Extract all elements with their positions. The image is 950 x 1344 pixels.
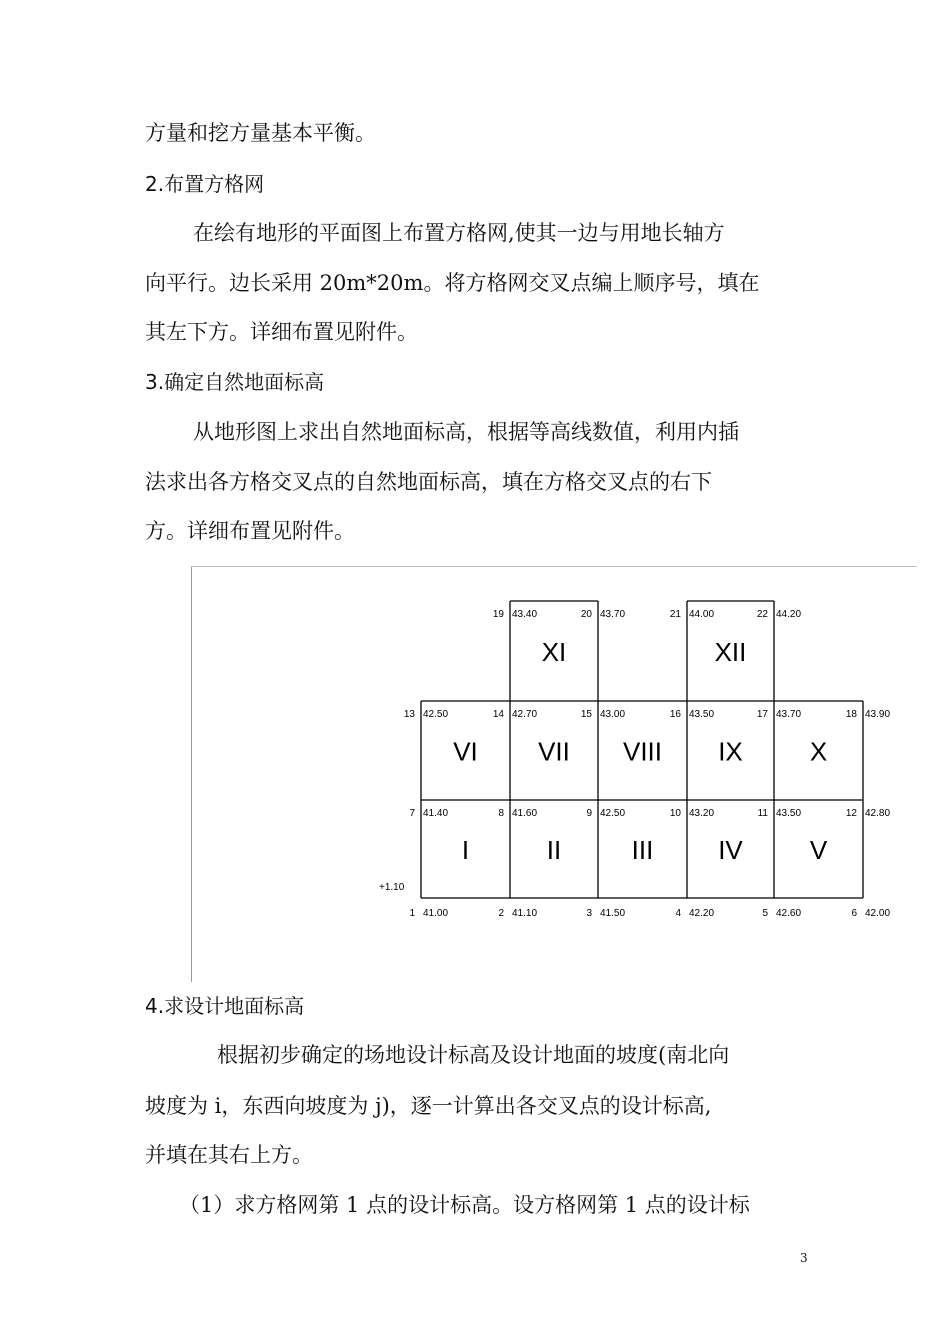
square-label: XII <box>714 637 747 667</box>
paragraph-line: 其左下方。详细布置见附件。 <box>145 320 418 344</box>
point-number: 16 <box>669 709 681 720</box>
point-number: 3 <box>586 908 592 919</box>
point-elevation: 42.50 <box>423 709 449 720</box>
square-label: IV <box>718 835 743 865</box>
point-number: 1 <box>409 908 415 919</box>
paragraph-line: 从地形图上求出自然地面标高，根据等高线数值，利用内插 <box>193 420 739 444</box>
point-elevation: 43.20 <box>689 808 715 819</box>
paragraph-line: 向平行。边长采用 20m*20m。将方格网交叉点编上顺序号，填在 <box>145 271 760 295</box>
square-label: VI <box>453 736 478 767</box>
point-elevation: 42.00 <box>865 908 891 919</box>
point-number: 19 <box>492 609 504 620</box>
paragraph-line: 坡度为 i，东西向坡度为 j)，逐一计算出各交叉点的设计标高, <box>145 1094 712 1118</box>
point-number: 5 <box>762 908 768 919</box>
point-number: 10 <box>669 808 681 819</box>
square-label: VIII <box>622 736 663 767</box>
square-label: V <box>809 835 828 865</box>
point-number: 11 <box>757 808 768 819</box>
square-label: XI <box>541 637 567 667</box>
point-elevation: 43.50 <box>776 808 802 819</box>
square-label: II <box>546 835 562 865</box>
point-elevation: 43.90 <box>865 709 891 720</box>
point-number: 15 <box>580 709 592 720</box>
point-elevation: 42.60 <box>776 908 802 919</box>
point-number: 17 <box>756 709 768 720</box>
point-number: 20 <box>580 609 592 620</box>
point-elevation: 43.70 <box>776 709 802 720</box>
square-label: I <box>461 835 470 865</box>
point-number: 21 <box>669 609 681 620</box>
paragraph-line: 并填在其右上方。 <box>145 1143 313 1167</box>
point-number: 12 <box>845 808 857 819</box>
paragraph-line: 根据初步确定的场地设计标高及设计地面的坡度(南北向 <box>217 1043 730 1067</box>
point-elevation: 42.70 <box>512 709 538 720</box>
grid-figure <box>191 566 917 982</box>
section-heading: 4.求设计地面标高 <box>145 994 305 1018</box>
point-number: 4 <box>675 908 681 919</box>
square-label: VII <box>538 736 570 767</box>
point-elevation: 42.20 <box>689 908 715 919</box>
point-elevation: 44.00 <box>689 609 715 620</box>
paragraph-line: 在绘有地形的平面图上布置方格网,使其一边与用地长轴方 <box>193 221 725 245</box>
point-number: 6 <box>851 908 857 919</box>
square-label: III <box>631 835 654 865</box>
point-elevation: 43.70 <box>600 609 626 620</box>
square-label: IX <box>718 736 743 767</box>
point-elevation: 41.40 <box>423 808 449 819</box>
point-number: 9 <box>586 808 592 819</box>
section-heading: 2.布置方格网 <box>145 172 265 196</box>
point-number: 14 <box>492 709 504 720</box>
point-elevation: 43.50 <box>689 709 715 720</box>
point-elevation: 42.80 <box>865 808 891 819</box>
point-elevation: 41.50 <box>600 908 626 919</box>
point-number: 18 <box>845 709 857 720</box>
point-number: 8 <box>498 808 504 819</box>
grid-svg <box>191 566 917 982</box>
point-elevation: 44.20 <box>776 609 802 620</box>
point-elevation: 42.50 <box>600 808 626 819</box>
point-elevation: 41.10 <box>512 908 538 919</box>
point-number: 22 <box>756 609 768 620</box>
point-number: 13 <box>403 709 415 720</box>
square-label: X <box>809 736 828 767</box>
page-number: 3 <box>800 1251 808 1265</box>
paragraph-line: 方。详细布置见附件。 <box>145 519 355 543</box>
point-elevation: 43.40 <box>512 609 538 620</box>
paragraph-line: （1）求方格网第 1 点的设计标高。设方格网第 1 点的设计标 <box>179 1193 750 1217</box>
side-note: +1.10 <box>379 882 405 893</box>
point-elevation: 41.60 <box>512 808 538 819</box>
point-number: 2 <box>498 908 504 919</box>
point-elevation: 41.00 <box>423 908 449 919</box>
paragraph-line: 方量和挖方量基本平衡。 <box>145 121 376 145</box>
point-elevation: 43.00 <box>600 709 626 720</box>
point-number: 7 <box>409 808 415 819</box>
paragraph-line: 法求出各方格交叉点的自然地面标高，填在方格交叉点的右下 <box>145 470 712 494</box>
section-heading: 3.确定自然地面标高 <box>145 370 325 394</box>
